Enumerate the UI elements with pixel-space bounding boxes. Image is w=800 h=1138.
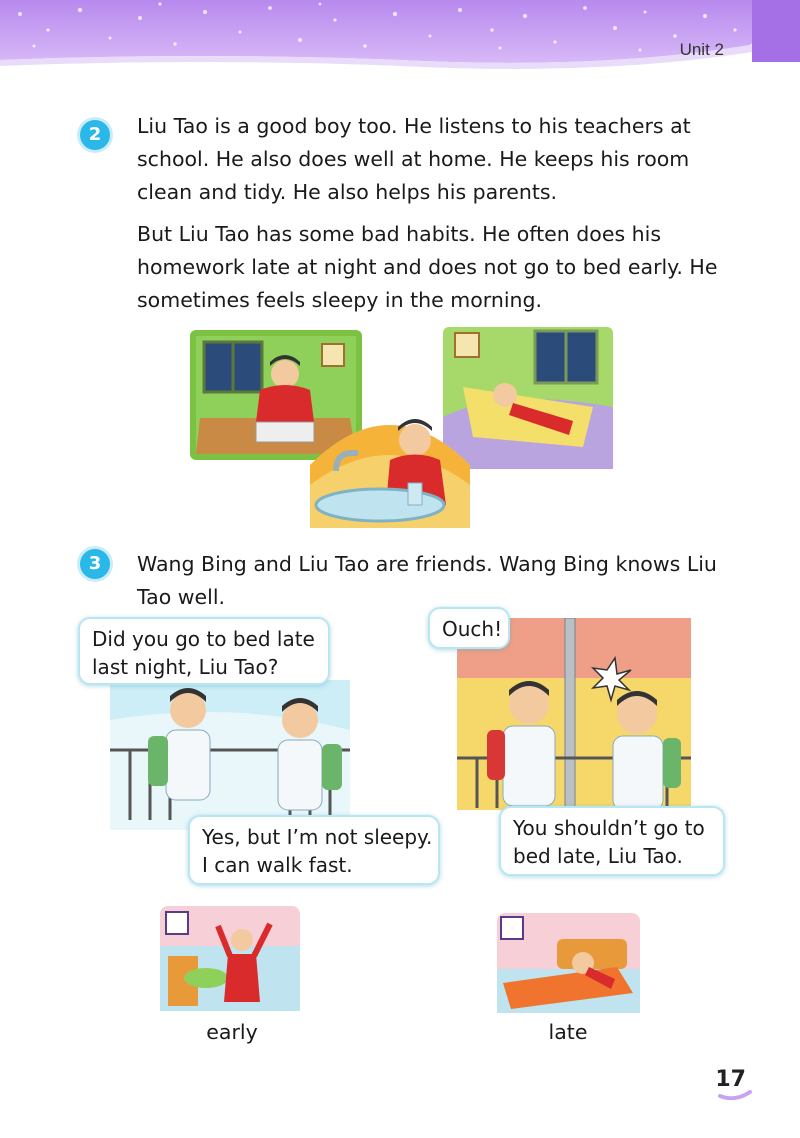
speech-bubble-question xyxy=(78,617,330,685)
bubble-line: bed late, Liu Tao. xyxy=(513,844,683,868)
starry-banner xyxy=(0,0,800,78)
section2-paragraph2: But Liu Tao has some bad habits. He often does his homework late at night and does not go to bed early. He sometimes feels sleepy in the morning. xyxy=(137,222,718,312)
bubble-line: last night, Liu Tao? xyxy=(92,655,279,679)
section2-paragraph1: Liu Tao is a good boy too. He listens to his teachers at school. He also does well at home. He keeps his room clean and tidy. He also helps his parents. xyxy=(137,114,691,204)
bubble-line: Ouch! xyxy=(442,617,503,641)
speech-bubble-ouch xyxy=(428,607,510,649)
section-number-badge: 2 xyxy=(80,120,110,150)
bubble-line: I can walk fast. xyxy=(202,853,353,877)
caption-early: early xyxy=(206,1020,258,1044)
section-number-badge: 3 xyxy=(80,549,110,579)
speech-bubble-advice xyxy=(499,806,725,876)
speech-bubble-answer xyxy=(188,815,440,885)
header-band xyxy=(0,0,800,78)
bubble-line: Yes, but I’m not sleepy. xyxy=(202,825,433,849)
brushing-teeth-illustration xyxy=(310,405,470,528)
walking-to-school-illustration xyxy=(110,680,350,830)
section3-paragraph: Wang Bing and Liu Tao are friends. Wang Bing knows Liu Tao well. xyxy=(137,552,717,609)
late-sleeping-illustration xyxy=(497,913,640,1013)
page-number: 17 xyxy=(715,1067,746,1092)
bubble-line: Did you go to bed late xyxy=(92,627,315,651)
bubble-line: You shouldn’t go to xyxy=(513,816,705,840)
caption-late: late xyxy=(548,1020,588,1044)
unit-label: Unit 2 xyxy=(679,40,724,59)
early-wake-up-illustration xyxy=(160,906,300,1011)
